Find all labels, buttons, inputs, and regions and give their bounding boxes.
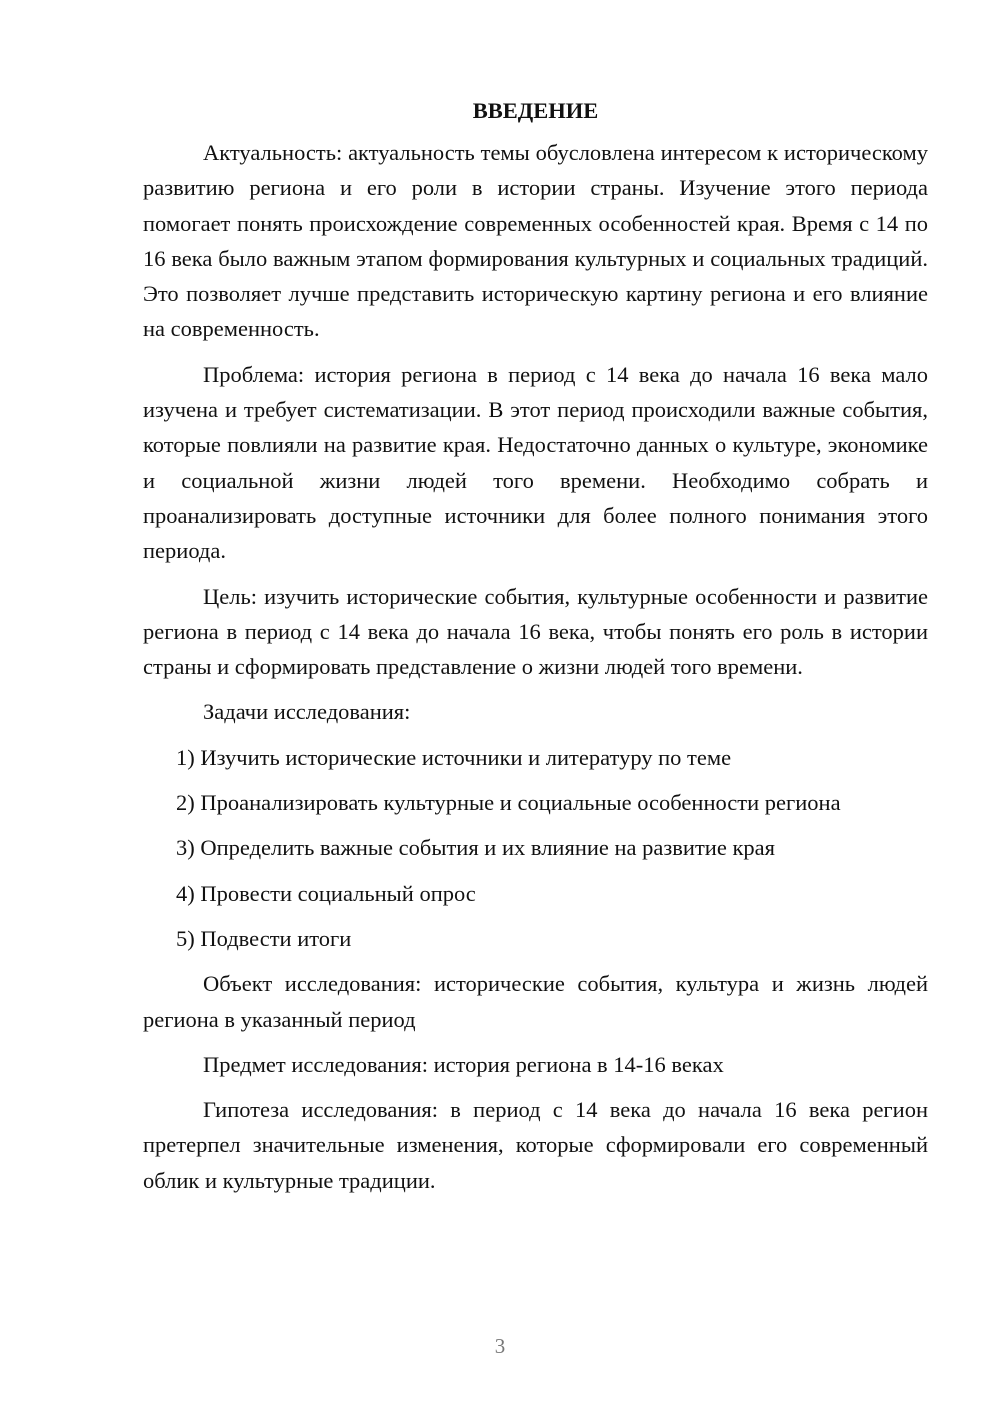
task-item: 2) Проанализировать культурные и социальные особенности региона [176, 790, 841, 816]
subject-paragraph: Предмет исследования: история региона в 14-16 веках [203, 1051, 724, 1077]
tasks-list [143, 740, 928, 956]
task-item: 3) Определить важные события и их влияние на развитие края [176, 835, 775, 861]
problem-paragraph: Проблема: история региона в период с 14 века до начала 16 века мало изучена и требует систематизации. В этот период происходили важные события, которые повлияли на развитие края. Недостаточно данных о культуре, экономике и социальной жизни людей того времени. Необходимо собрать и проанализировать доступные источники для более полного понимания этого периода. [143, 361, 928, 564]
relevance-paragraph: Актуальность: актуальность темы обусловлена интересом к историческому развитию региона и его роли в истории страны. Изучение этого периода помогает понять происхождение современных особенностей края. Время с 14 по 16 века было важным этапом формирования культурных и социальных традиций. Это позволяет лучше представить историческую картину региона и его влияние на современность. [143, 140, 928, 342]
task-item: 1) Изучить исторические источники и литературу по теме [176, 744, 732, 770]
task-item: 5) Подвести итоги [176, 925, 352, 951]
hypothesis-paragraph: Гипотеза исследования: в период с 14 века до начала 16 века регион претерпел значительные изменения, которые сформировали его современный облик и культурные традиции. [143, 1097, 928, 1193]
goal-paragraph: Цель: изучить исторические события, культурные особенности и развитие региона в период с 14 века до начала 16 века, чтобы понять его роль в истории страны и сформировать представление о жизни людей того времени. [143, 583, 928, 680]
page-number: 3 [494, 1334, 506, 1358]
page-content [143, 96, 928, 1208]
tasks-heading: Задачи исследования: [203, 699, 411, 725]
object-paragraph: Объект исследования: исторические события, культура и жизнь людей региона в указанный период [143, 971, 928, 1032]
section-title: ВВЕДЕНИЕ [472, 98, 599, 123]
task-item: 4) Провести социальный опрос [176, 880, 476, 906]
